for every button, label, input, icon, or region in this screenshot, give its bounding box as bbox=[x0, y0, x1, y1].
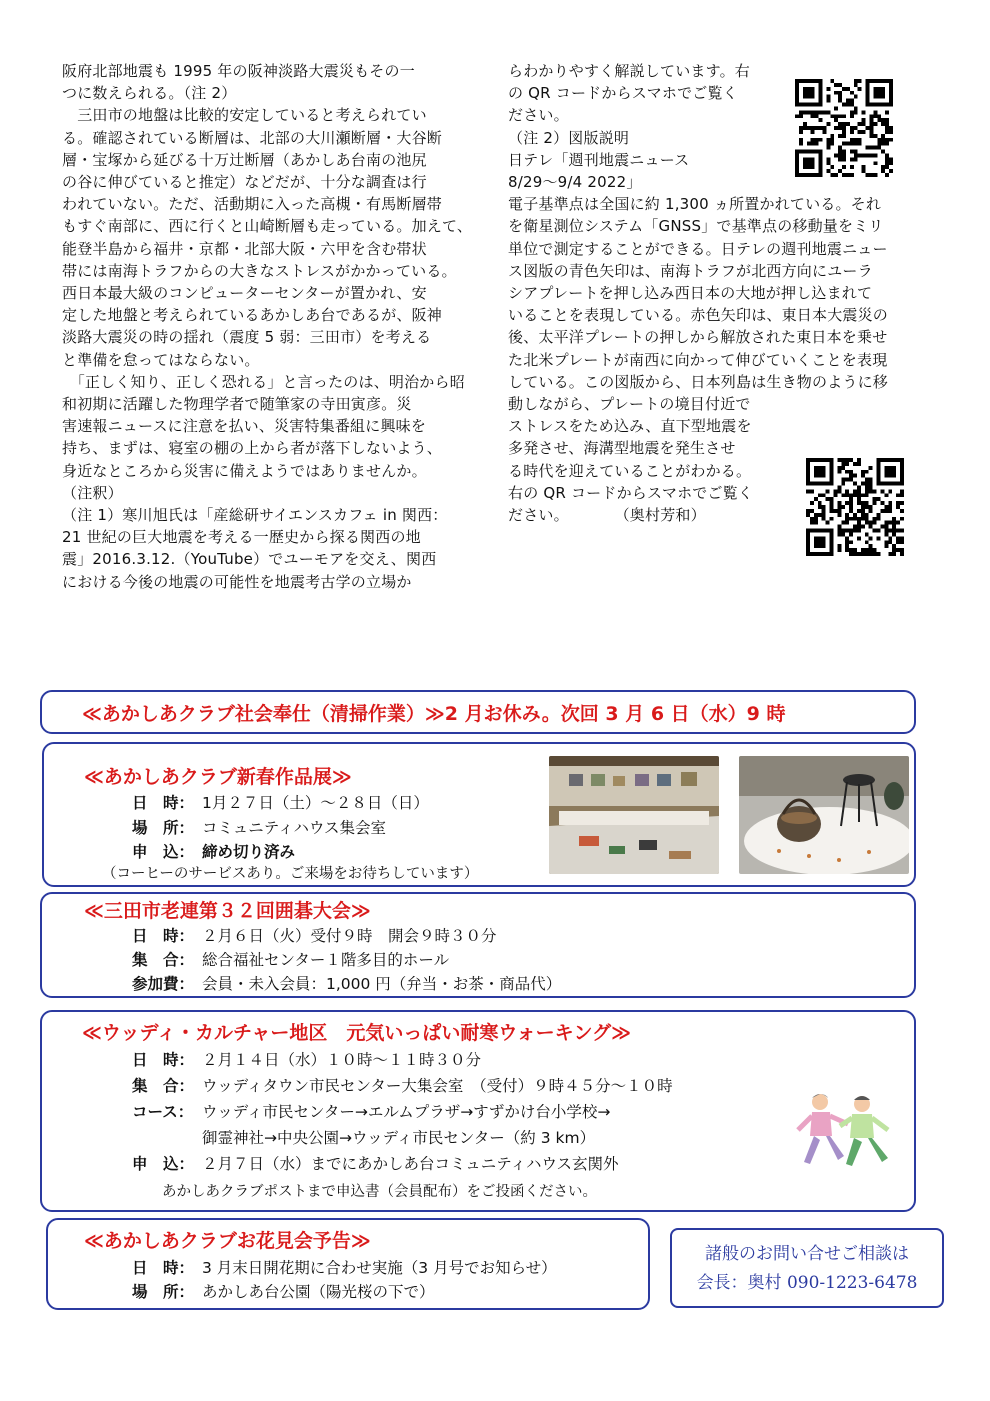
article-line: 単位で測定することができる。日テレの週刊地震ニュー bbox=[508, 239, 888, 258]
article-line: を衛星測位システム「GNSS」で基準点の移動量をミリ bbox=[508, 217, 884, 236]
walking-event-title: ≪ウッディ・カルチャー地区 元気いっぱい耐寒ウォーキング≫ bbox=[82, 1022, 631, 1044]
article-line: 日テレ「週刊地震ニュース bbox=[508, 150, 690, 169]
article-line: 和初期に活躍した物理学者で随筆家の寺田寅彦。災 bbox=[62, 395, 412, 414]
article-line: 帯には南海トラフからの大きなストレスがかかっている。 bbox=[62, 261, 457, 280]
service-notice-box bbox=[40, 690, 916, 734]
exhibition-craft-photo bbox=[739, 756, 909, 874]
article-line: 震」2016.3.12.（YouTube）でユーモアを交え、関西 bbox=[62, 550, 437, 569]
article-line: ださい。 bbox=[508, 106, 569, 125]
exhibition-date-row: 日 時： 1月２７日（土）〜２８日（日） bbox=[132, 794, 429, 812]
article-line: 害速報ニュースに注意を払い、災害特集番組に興味を bbox=[62, 417, 427, 436]
walking-couple-illustration bbox=[790, 1090, 900, 1170]
article-line: 右の QR コードからスマホでご覧く bbox=[508, 483, 754, 502]
article-line: 層・宝塚から延びる十万辻断層（あかしあ台南の池尻 bbox=[62, 150, 427, 169]
article-line: における今後の地震の可能性を地震考古学の立場か bbox=[62, 572, 412, 591]
exhibition-hall-photo bbox=[549, 756, 719, 874]
go-fee-row: 参加費： 会員・未入会員：1,000 円（弁当・お茶・商品代） bbox=[132, 975, 562, 993]
article-line: いることを表現している。赤色矢印は、東日本大震災の bbox=[508, 306, 889, 325]
article-right-middle bbox=[508, 193, 938, 393]
article-line: 能登半島から福井・京都・北部大阪・六甲を含む帯状 bbox=[62, 239, 427, 258]
article-right-top bbox=[508, 60, 778, 193]
article-line: 西日本最大級のコンピューターセンターが置かれ、安 bbox=[62, 284, 427, 303]
article-line: る。確認されている断層は、北部の大川瀬断層・大谷断 bbox=[62, 128, 443, 147]
article-line: もすぐ南部に、西に行くと山崎断層も走っている。加えて、 bbox=[62, 217, 473, 236]
article-line: 三田市の地盤は比較的安定していると考えられてい bbox=[62, 106, 427, 125]
article-line: らわかりやすく解説しています。右 bbox=[508, 62, 751, 80]
hanami-date-row: 日 時： 3 月末日開花期に合わせ実施（3 月号でお知らせ） bbox=[132, 1259, 557, 1277]
walking-event-box bbox=[40, 1010, 916, 1212]
article-line: 定した地盤と考えられているあかしあ台であるが、阪神 bbox=[62, 306, 443, 325]
go-tournament-title: ≪三田市老連第３２回囲碁大会≫ bbox=[84, 900, 371, 922]
exhibition-note: （コーヒーのサービスあり。ご来場をお待ちしています） bbox=[102, 866, 479, 882]
article-line: つに数えられる。（注 2） bbox=[62, 84, 237, 103]
article-line: ス図版の青色矢印は、南海トラフが北西方向にユーラ bbox=[508, 261, 873, 280]
go-date-row: 日 時： ２月６日（火）受付９時 開会９時３０分 bbox=[132, 927, 497, 945]
article-line: している。この図版から、日本列島は生き物のように移 bbox=[508, 372, 889, 391]
hanami-box bbox=[46, 1218, 650, 1310]
hanami-place-row: 場 所： あかしあ台公園（陽光桜の下で） bbox=[132, 1283, 435, 1301]
exhibition-box bbox=[42, 742, 916, 887]
service-notice-title: ≪あかしあクラブ社会奉仕（清掃作業）≫2 月お休み。次回 3 月 6 日（水）9 時 bbox=[82, 703, 786, 725]
article-line: と準備を怠ってはならない。 bbox=[62, 350, 260, 369]
article-line: われていない。ただ、活動期に入った高槻・有馬断層帯 bbox=[62, 195, 443, 214]
walking-course-row: コース： ウッディ市民センター→エルムプラザ→すずかけ台小学校→ bbox=[132, 1103, 611, 1121]
walking-apply-row: 申 込： ２月７日（水）までにあかしあ台コミュニティハウス玄関外 bbox=[132, 1155, 619, 1173]
exhibition-place-row: 場 所： コミュニティハウス集会室 bbox=[132, 819, 386, 837]
article-line: （注 1）寒川旭氏は「産総研サイエンスカフェ in 関西： bbox=[62, 506, 448, 525]
article-left-column bbox=[62, 60, 482, 593]
contact-box bbox=[670, 1228, 944, 1308]
article-line: 動しながら、プレートの境目付近で bbox=[508, 395, 751, 414]
qr-code-icon[interactable] bbox=[795, 78, 893, 178]
go-tournament-box bbox=[40, 892, 916, 998]
walking-note: あかしあクラブポストまで申込書（会員配布）をご投函ください。 bbox=[162, 1184, 597, 1200]
article-line: シアプレートを押し込み西日本の大地が押し込まれて bbox=[508, 284, 873, 303]
walking-meet-row: 集 合： ウッディタウン市民センター大集会室 （受付）９時４５分〜１０時 bbox=[132, 1077, 673, 1095]
article-line: 8/29〜9/4 2022」 bbox=[508, 173, 642, 192]
article-line: 後、太平洋プレートの押しから解放された東日本を乗せ bbox=[508, 328, 888, 347]
article-line: 身近なところから災害に備えようではありませんか。 bbox=[62, 461, 427, 480]
exhibition-apply-row: 申 込： 締め切り済み bbox=[132, 843, 296, 861]
go-meet-row: 集 合： 総合福祉センター１階多目的ホール bbox=[132, 951, 450, 969]
walking-course-row-2: 御霊神社→中央公園→ウッディ市民センター（約 3 km） bbox=[202, 1129, 596, 1147]
exhibition-title: ≪あかしあクラブ新春作品展≫ bbox=[84, 766, 352, 788]
article-right-bottom bbox=[508, 393, 788, 526]
contact-line-2: 会長：奥村 090-1223-6478 bbox=[696, 1273, 918, 1293]
article-line: ださい。 （奥村芳和） bbox=[508, 506, 706, 525]
article-line: 淡路大震災の時の揺れ（震度 5 弱：三田市）を考える bbox=[62, 328, 432, 347]
article-line: の谷に伸びていると推定）などだが、十分な調査は行 bbox=[62, 173, 427, 192]
article-line: （注釈） bbox=[62, 483, 123, 502]
article-line: 電子基準点は全国に約 1,300 ヵ所置かれている。それ bbox=[508, 195, 882, 214]
contact-line-1: 諸般のお問い合せご相談は bbox=[705, 1244, 909, 1264]
article-line: 「正しく知り、正しく恐れる」と言ったのは、明治から昭 bbox=[62, 372, 465, 391]
article-line: ストレスをため込み、直下型地震を bbox=[508, 417, 752, 436]
article-line: 持ち、まずは、寝室の棚の上から者が落下しないよう、 bbox=[62, 439, 443, 458]
article-line: る時代を迎えていることがわかる。 bbox=[508, 461, 752, 480]
hanami-title: ≪あかしあクラブお花見会予告≫ bbox=[84, 1230, 371, 1252]
article-line: 21 世紀の巨大地震を考える一歴史から探る関西の地 bbox=[62, 528, 421, 547]
article-line: 阪府北部地震も 1995 年の阪神淡路大震災もその一 bbox=[62, 62, 415, 80]
article-line: 多発させ、海溝型地震を発生させ bbox=[508, 439, 736, 458]
article-line: の QR コードからスマホでご覧く bbox=[508, 84, 738, 103]
article-line: （注 2）図版説明 bbox=[508, 128, 630, 147]
qr-code-icon[interactable] bbox=[806, 458, 904, 556]
article-line: た北米プレートが南西に向かって伸びていくことを表現 bbox=[508, 350, 888, 369]
walking-date-row: 日 時： ２月１４日（水）１０時〜１１時３０分 bbox=[132, 1051, 482, 1069]
